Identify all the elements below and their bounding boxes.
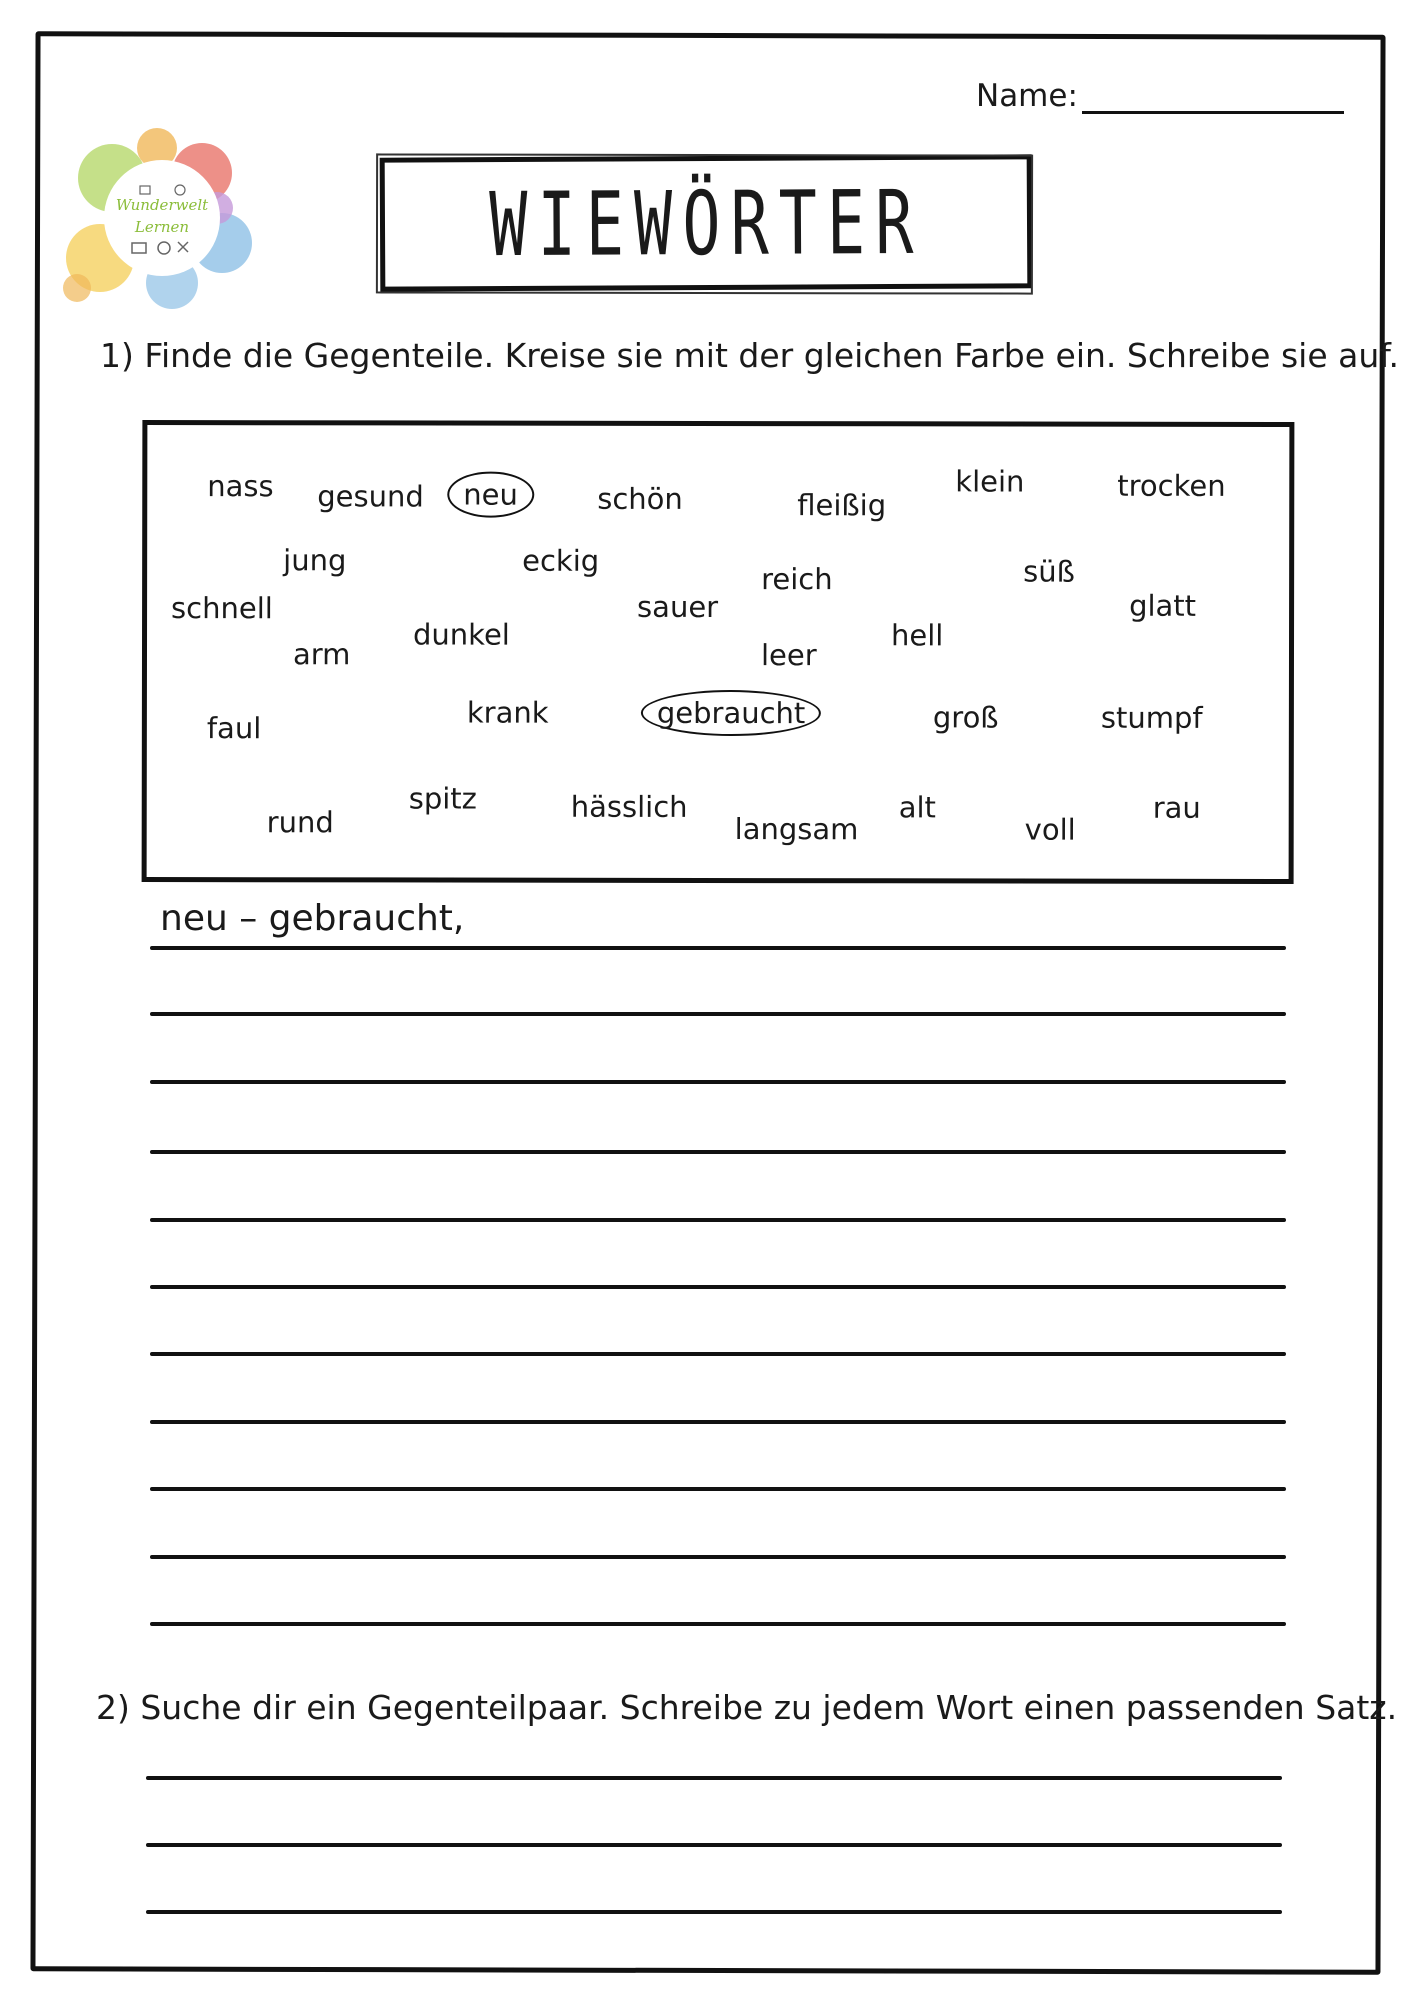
answer-example: neu – gebraucht, [160, 898, 465, 939]
word-item[interactable]: süß [1023, 554, 1075, 589]
word-item[interactable]: schnell [171, 591, 273, 626]
writing-line[interactable] [150, 1555, 1286, 1559]
word-item[interactable]: glatt [1129, 588, 1197, 623]
word-item[interactable]: voll [1024, 812, 1076, 847]
writing-line[interactable] [150, 1420, 1286, 1424]
task-1-instruction: 1) Finde die Gegenteile. Kreise sie mit der gleichen Farbe ein. Schreibe sie auf. [100, 336, 1399, 375]
word-item[interactable]: gesund [317, 479, 424, 514]
writing-line[interactable] [150, 1622, 1286, 1626]
word-item[interactable]: leer [760, 638, 817, 673]
writing-line[interactable] [150, 1487, 1286, 1491]
word-item[interactable]: nass [207, 469, 274, 504]
name-field[interactable] [976, 78, 1344, 114]
paint-splash-logo-icon [52, 118, 262, 318]
word-item[interactable]: jung [283, 543, 347, 578]
svg-text:Wunderwelt: Wunderwelt [115, 196, 209, 214]
writing-line[interactable] [150, 1150, 1286, 1154]
word-item[interactable]: rau [1152, 790, 1201, 825]
word-item[interactable]: hell [890, 618, 944, 653]
name-label: Name: [976, 78, 1078, 114]
writing-line[interactable] [146, 1843, 1282, 1847]
word-item[interactable]: eckig [522, 543, 600, 578]
writing-line[interactable] [150, 1012, 1286, 1016]
word-item[interactable]: schön [597, 481, 683, 516]
word-item-circled[interactable]: neu [447, 472, 534, 518]
word-item[interactable]: rund [266, 805, 334, 840]
word-box [142, 420, 1295, 884]
writing-line[interactable] [146, 1776, 1282, 1780]
word-item[interactable]: trocken [1117, 468, 1226, 503]
writing-line[interactable] [146, 1910, 1282, 1914]
writing-line[interactable] [150, 946, 1286, 950]
word-item[interactable]: langsam [734, 812, 859, 847]
word-item[interactable]: sauer [637, 589, 719, 625]
word-item[interactable]: alt [898, 790, 936, 825]
writing-line[interactable] [150, 1285, 1286, 1289]
word-item[interactable]: fleißig [797, 488, 887, 523]
word-item[interactable]: stumpf [1100, 700, 1203, 735]
page-border [30, 31, 1385, 1975]
page-title: WIEWÖRTER [488, 170, 924, 276]
word-item[interactable]: faul [206, 711, 262, 746]
writing-line[interactable] [150, 1080, 1286, 1084]
word-item[interactable]: dunkel [413, 617, 510, 652]
title-box [380, 154, 1033, 291]
name-blank-line[interactable] [1082, 81, 1344, 114]
word-item[interactable]: groß [932, 700, 999, 735]
word-item[interactable]: reich [761, 562, 833, 597]
task-2-instruction: 2) Suche dir ein Gegenteilpaar. Schreibe zu jedem Wort einen passenden Satz. [96, 1688, 1398, 1727]
writing-line[interactable] [150, 1218, 1286, 1222]
svg-text:Lernen: Lernen [134, 218, 190, 236]
word-item[interactable]: spitz [408, 781, 477, 816]
word-item[interactable]: klein [955, 464, 1025, 499]
writing-line[interactable] [150, 1352, 1286, 1356]
word-item-circled[interactable]: gebraucht [641, 690, 822, 736]
word-item[interactable]: arm [292, 637, 351, 672]
word-item[interactable]: krank [466, 695, 549, 730]
word-item[interactable]: hässlich [570, 789, 688, 824]
